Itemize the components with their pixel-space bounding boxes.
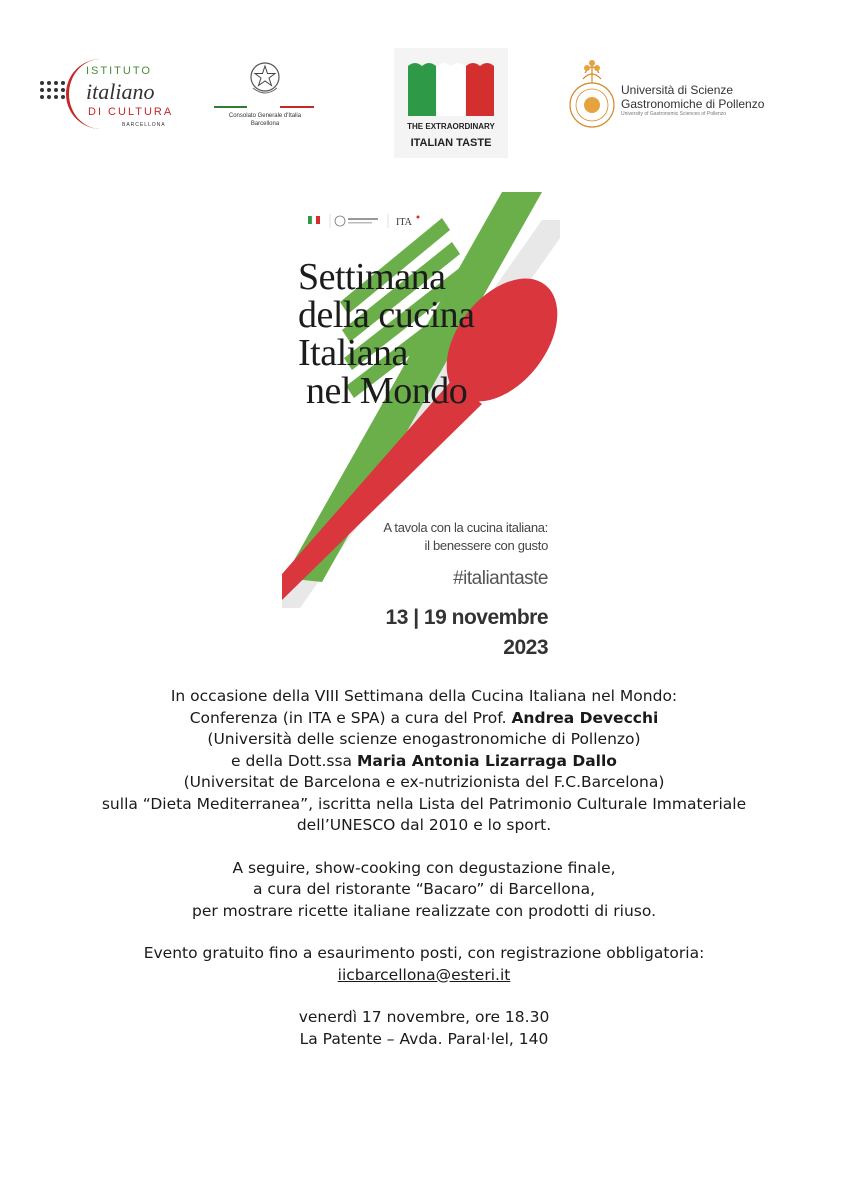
iic-line4: BARCELLONA: [122, 122, 166, 128]
poster-hashtag: #italiantaste: [453, 568, 548, 589]
consolato-line1: Consolato Generale d'Italia: [228, 113, 302, 119]
unisg-line1: Università di Scienze: [621, 83, 734, 97]
event-poster: [282, 190, 560, 665]
intro-line: In occasione della VIII Settimana della Cucina Italiana nel Mondo:: [170, 687, 678, 705]
consolato-line2: Barcellona: [250, 121, 280, 127]
speaker2-line: [40, 751, 808, 773]
poster-title: [298, 258, 475, 410]
email-link[interactable]: iicbarcellona@esteri.it: [337, 965, 511, 984]
logo-header: [0, 0, 848, 170]
poster-title-line: della cucina: [298, 294, 475, 336]
cooking-line2: a cura del ristorante “Bacaro” di Barcellona,: [253, 880, 595, 898]
poster-title-line: nel Mondo: [306, 370, 468, 412]
speaker2-prefix: e della Dott.ssa: [231, 751, 353, 770]
italian-flag-icon: [408, 60, 494, 116]
venue-line: La Patente – Avda. Paral·lel, 140: [299, 1029, 549, 1048]
iic-line2: italiano: [86, 79, 155, 104]
university-seal-icon: [565, 59, 619, 139]
speaker2-name: Maria Antonia Lizarraga Dallo: [357, 751, 617, 770]
extraordinary-italian-taste-logo: [394, 48, 508, 158]
poster-title-line: Italiana: [298, 332, 408, 374]
svg-text:ITA: ITA: [396, 217, 412, 228]
poster-year: 2023: [503, 636, 548, 659]
unisg-line3: University of Gastronomic Sciences of Pollenzo: [621, 111, 727, 117]
speaker2-affiliation: (Universitat de Barcelona e ex-nutrizionista del F.C.Barcelona): [183, 773, 665, 791]
istituto-italiano-cultura-logo: [38, 55, 178, 135]
datetime-line: venerdì 17 novembre, ore 18.30: [298, 1008, 550, 1026]
eit-line1: THE EXTRAORDINARY: [407, 122, 495, 131]
topic-line1: sulla “Dieta Mediterranea”, iscritta nella Lista del Patrimonio Culturale Immateriale: [101, 794, 747, 813]
poster-dates: 13 | 19 novembre: [385, 606, 548, 629]
consolato-logo: [210, 58, 320, 148]
tricolor-line: [214, 106, 314, 108]
email-line: [40, 965, 808, 987]
cooking-line3: per mostrare ricette italiane realizzate con prodotti di riuso.: [191, 901, 656, 920]
poster-subtitle-line2: il benessere con gusto: [424, 538, 548, 553]
poster-subtitle-line1: A tavola con la cucina italiana:: [383, 520, 548, 535]
poster-title-line: Settimana: [298, 256, 446, 298]
registration-line: Evento gratuito fino a esaurimento posti, con registrazione obbligatoria:: [143, 944, 705, 962]
iic-line3: DI CULTURA: [88, 106, 174, 118]
conference-prefix: Conferenza (in ITA e SPA) a cura del Prof.: [189, 708, 507, 727]
speaker1-affiliation: (Università delle scienze enogastronomiche di Pollenzo): [207, 730, 641, 748]
italian-emblem-icon: [248, 60, 282, 98]
poster-mini-logos: [308, 214, 468, 228]
unisg-line2: Gastronomiche di Pollenzo: [621, 97, 765, 111]
universita-pollenzo-logo: [563, 55, 773, 145]
cooking-line1: A seguire, show-cooking con degustazione finale,: [232, 858, 616, 877]
iic-line1: ISTITUTO: [86, 65, 152, 77]
speaker1-name: Andrea Devecchi: [511, 708, 659, 727]
event-description: [40, 686, 808, 1050]
conference-line: [40, 708, 808, 730]
topic-line2: dell’UNESCO dal 2010 e lo sport.: [296, 816, 552, 834]
eit-line2: ITALIAN TASTE: [410, 137, 492, 149]
